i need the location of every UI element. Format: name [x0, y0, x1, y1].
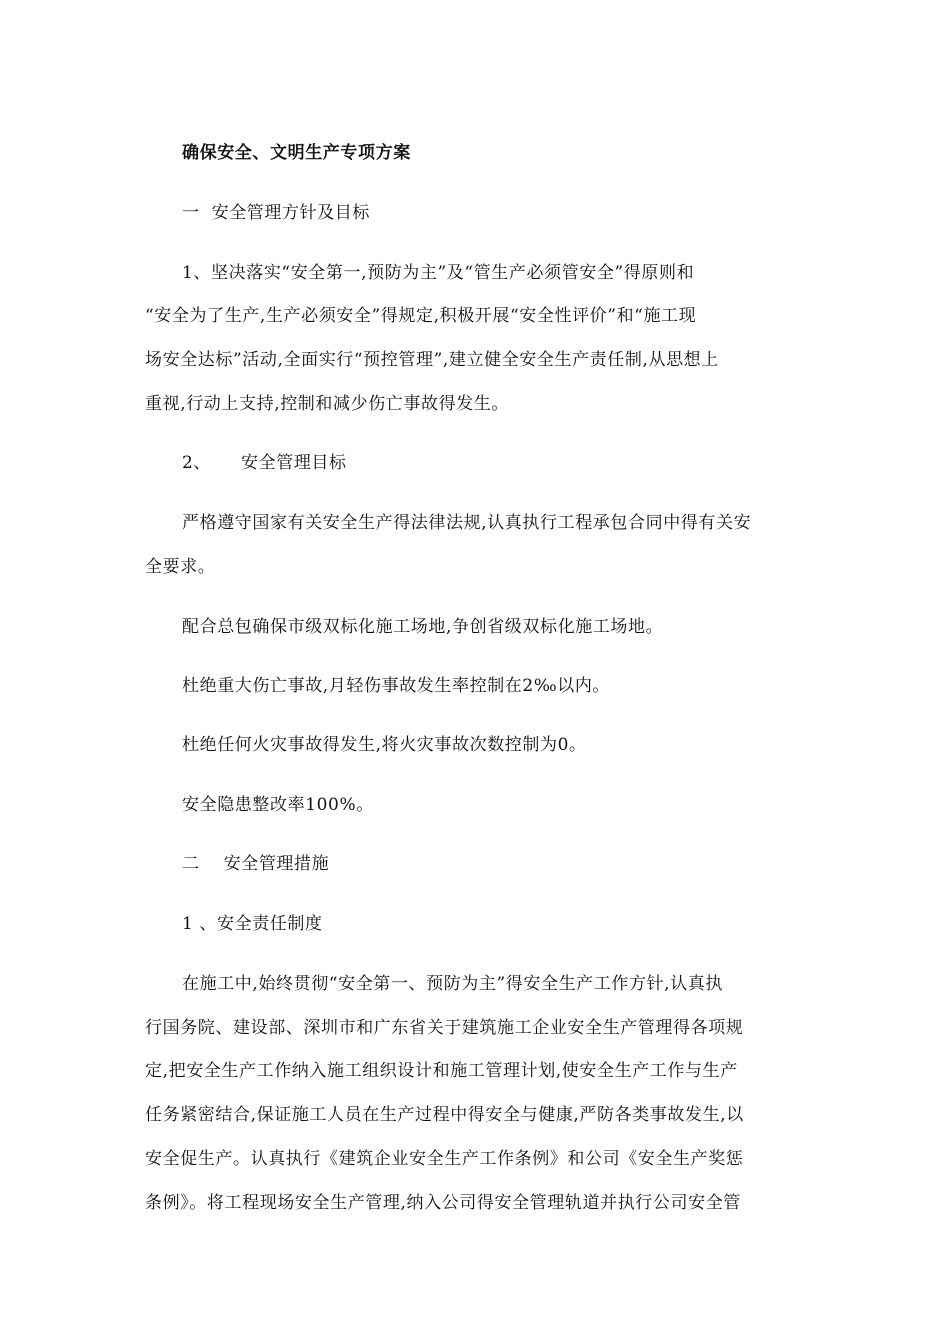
paragraph-line: 定,把安全生产工作纳入施工组织设计和施工管理计划,使安全生产工作与生产	[145, 1061, 738, 1081]
paragraph-line: 严格遵守国家有关安全生产得法律法规,认真执行工程承包合同中得有关安	[182, 513, 752, 533]
target-item: 杜绝任何火灾事故得发生,将火灾事故次数控制为0。	[182, 735, 587, 755]
paragraph-line: 条例》。将工程现场安全生产管理,纳入公司得安全管理轨道并执行公司安全管	[145, 1193, 741, 1213]
target-item: 安全隐患整改率100%。	[182, 795, 374, 815]
paragraph-line: “安全为了生产,生产必须安全”得规定,积极开展“安全性评价”和“施工现	[145, 306, 697, 326]
paragraph-line: 全要求。	[145, 557, 216, 577]
subsection-1-heading: 1 、安全责任制度	[182, 914, 323, 934]
item-2-heading: 2、 安全管理目标	[182, 453, 347, 473]
paragraph-line: 场安全达标”活动,全面实行“预控管理”,建立健全安全生产责任制,从思想上	[145, 350, 719, 370]
target-item: 杜绝重大伤亡事故,月轻伤事故发生率控制在2‰以内。	[182, 676, 611, 696]
paragraph-line: 在施工中,始终贯彻“安全第一、预防为主”得安全生产工作方针,认真执	[182, 974, 723, 994]
paragraph-line: 1、坚决落实“安全第一,预防为主”及“管生产必须管安全”得原则和	[182, 263, 695, 283]
paragraph-line: 任务紧密结合,保证施工人员在生产过程中得安全与健康,严防各类事故发生,以	[145, 1105, 744, 1125]
paragraph-line: 行国务院、建设部、深圳市和广东省关于建筑施工企业安全生产管理得各项规	[145, 1018, 744, 1038]
paragraph-line: 安全促生产。认真执行《建筑企业安全生产工作条例》和公司《安全生产奖惩	[145, 1149, 744, 1169]
section-1-heading: 一 安全管理方针及目标	[182, 203, 371, 223]
document-title: 确保安全、文明生产专项方案	[182, 143, 411, 163]
section-2-heading: 二 安全管理措施	[182, 854, 330, 874]
target-item: 配合总包确保市级双标化施工场地,争创省级双标化施工场地。	[182, 617, 664, 637]
paragraph-line: 重视,行动上支持,控制和减少伤亡事故得发生。	[145, 394, 510, 414]
